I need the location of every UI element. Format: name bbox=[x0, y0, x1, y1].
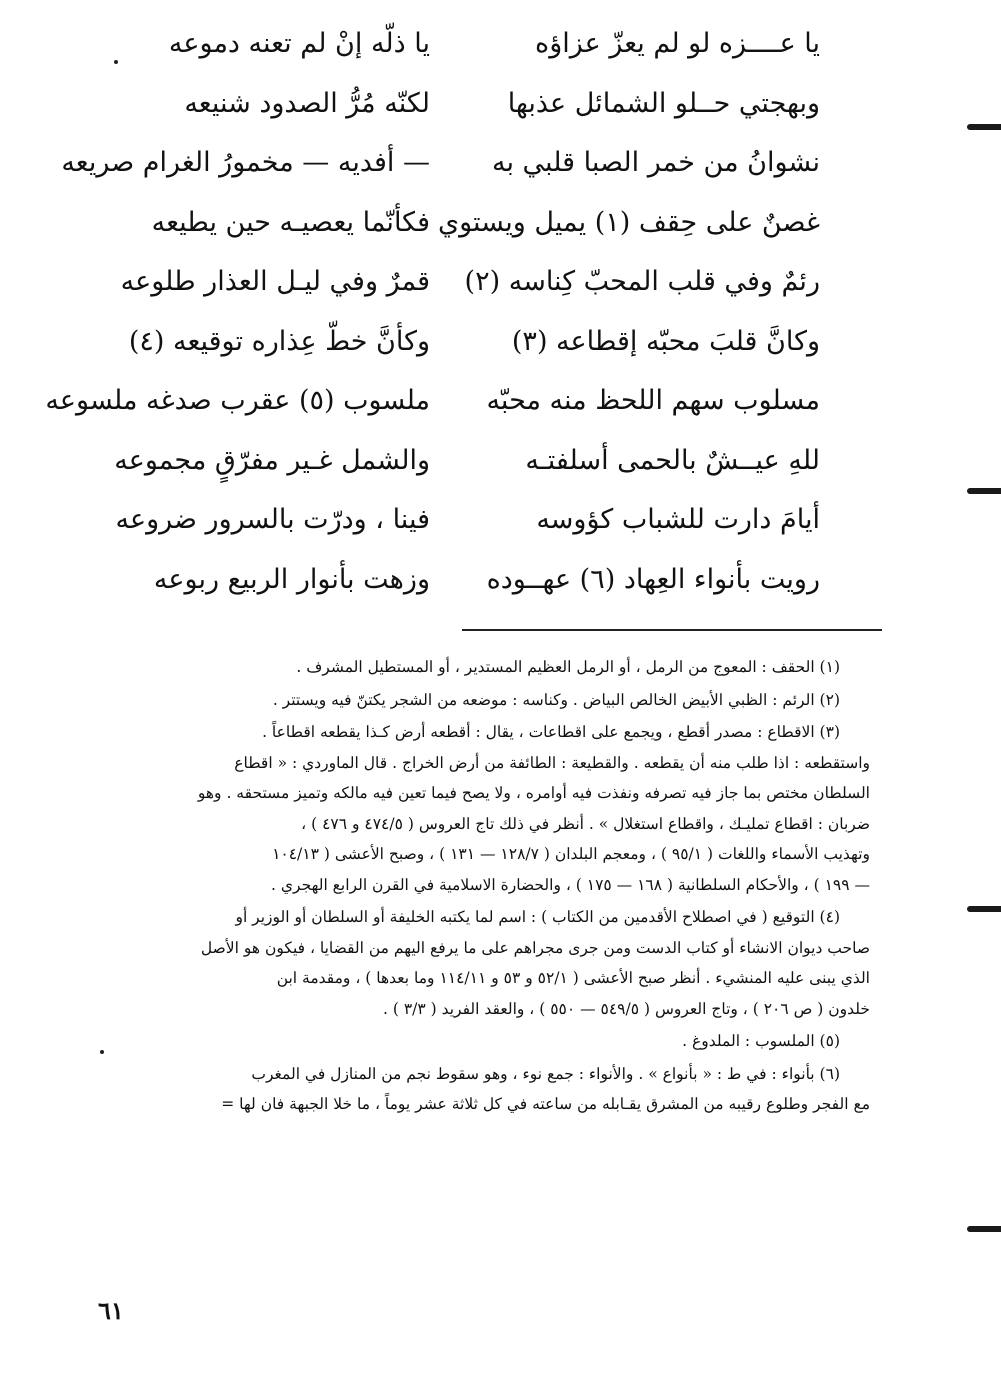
footnote bbox=[100, 717, 870, 900]
verse-second-hemistich: فينا ، ودرّت بالسرور ضروعه bbox=[115, 504, 430, 536]
verse-first-hemistich: نشوانُ من خمر الصبا قلبي به bbox=[491, 147, 820, 179]
verse-first-hemistich: للهِ عيــشٌ بالحمى أسلفتـه bbox=[525, 444, 820, 476]
footnote-separator bbox=[462, 629, 882, 631]
verse-second-hemistich: — أفديه — مخمورُ الغرام صريعه bbox=[61, 147, 430, 179]
footnote bbox=[100, 685, 870, 716]
verse-first-hemistich: رويت بأنواء العِهاد (٦) عهــوده bbox=[486, 563, 820, 595]
verse-second-hemistich: يا ذلّه إنْ لم تعنه دموعه bbox=[168, 28, 430, 60]
verse bbox=[120, 550, 820, 610]
verse-second-hemistich: لكنّه مُرُّ الصدود شنيعه bbox=[184, 87, 430, 119]
verse-first-hemistich: رئمٌ وفي قلب المحبّ كِناسه (٢) bbox=[464, 266, 820, 298]
footnote-line: خلدون ( ص ٢٠٦ ) ، وتاج العروس ( ٥٤٩/٥ — ٥٥٠ ) ، والعقد الفريد ( ٣/٣ ) . bbox=[382, 999, 870, 1018]
footnotes bbox=[100, 652, 870, 1120]
scan-edge-mark bbox=[967, 1226, 1001, 1232]
footnote-line: مع الفجر وطلوع رقيبه من المشرق يقـابله من ساعته في كل ثلاثة عشر يوماً ، ما خلا الجبهة فان لها = bbox=[221, 1095, 870, 1113]
verse-second-hemistich: وكأنَّ خطّ عِذاره توقيعه (٤) bbox=[128, 325, 430, 357]
footnote-line: (٣) الاقطاع : مصدر أقطع ، ويجمع على اقطاعات ، يقال : أقطعه أرض كـذا يقطعه اقطاعاً . bbox=[262, 723, 840, 741]
verse-second-hemistich: قمرٌ وفي ليـل العذار طلوعه bbox=[120, 266, 430, 298]
verse-second-hemistich: وزهت بأنوار الربيع ربوعه bbox=[153, 563, 430, 595]
verse-second-hemistich: فكأنّما يعصيـه حين يطيعه bbox=[151, 206, 430, 238]
verse-second-hemistich: والشمل غـير مفرّقٍ مجموعه bbox=[114, 444, 430, 476]
verse bbox=[61, 133, 820, 193]
footnote-line: ضربان : اقطاع تمليـك ، واقطاع استغلال » . أنظر في ذلك تاج العروس ( ٤٧٤/٥ و ٤٧٦ ) ، bbox=[301, 814, 870, 833]
verse bbox=[45, 371, 820, 431]
verse bbox=[115, 490, 820, 550]
footnote-line: وتهذيب الأسماء واللغات ( ٩٥/١ ) ، ومعجم البلدان ( ١٢٨/٧ — ١٣١ ) ، وصبح الأعشى ( ١٠٤/١٣ bbox=[272, 845, 870, 863]
footnote-line: السلطان مختص بما جاز فيه تصرفه ونفذت فيه أوامره ، ولا يصح فيما تعين فيه مالكه وتميز مستحقه . وهو bbox=[197, 784, 870, 802]
verse bbox=[120, 312, 820, 372]
footnote-line: صاحب ديوان الانشاء أو كتاب الدست ومن جرى مجراهم على ما يرفع اليهم من القضايا ، فيكون هو الأصل bbox=[200, 938, 870, 957]
scan-speck bbox=[100, 1050, 104, 1054]
footnote-line: (٢) الرئم : الظبي الأبيض الخالص البياض . وكناسه : موضعه من الشجر يكتنّ فيه ويستتر . bbox=[272, 690, 840, 709]
verse bbox=[120, 74, 820, 134]
verse-first-hemistich: أيامَ دارت للشباب كؤوسه bbox=[536, 504, 820, 536]
verse bbox=[120, 14, 820, 74]
verse-first-hemistich: وكانَّ قلبَ محبّه إقطاعه (٣) bbox=[511, 325, 820, 357]
scan-speck bbox=[114, 60, 118, 64]
verse bbox=[114, 431, 820, 491]
footnote bbox=[100, 1059, 870, 1120]
scan-edge-mark bbox=[967, 488, 1001, 494]
footnote bbox=[100, 652, 870, 683]
verse-first-hemistich: وبهجتي حــلو الشمائل عذبها bbox=[507, 87, 820, 119]
footnote bbox=[100, 1026, 870, 1057]
footnote-line: — ١٩٩ ) ، والأحكام السلطانية ( ١٦٨ — ١٧٥ ) ، والحضارة الاسلامية في القرن الرابع الهجري . bbox=[271, 875, 870, 894]
footnote-line: (١) الحقف : المعوج من الرمل ، أو الرمل العظيم المستدير ، أو المستطيل المشرف . bbox=[296, 658, 840, 676]
verse-first-hemistich: مسلوب سهم اللحظ منه محبّه bbox=[486, 385, 820, 417]
verse bbox=[120, 193, 820, 253]
footnote-line: الذي يبنى عليه المنشيء . أنظر صبح الأعشى ( ٥٢/١ و ٥٣ و ١١٤/١١ وما بعدها ) ، ومقدمة ابن bbox=[276, 969, 870, 987]
footnote bbox=[100, 902, 870, 1024]
footnote-line: (٦) بأنواء : في ط : « بأنواع » . والأنواء : جمع نوء ، وهو سقوط نجم من المنازل في المغرب bbox=[251, 1064, 840, 1083]
footnote-line: (٥) الملسوب : الملدوغ . bbox=[682, 1032, 840, 1050]
page-number: ٦١ bbox=[98, 1296, 124, 1325]
verse-second-hemistich: ملسوب (٥) عقرب صدغه ملسوعه bbox=[45, 385, 430, 417]
verse bbox=[120, 252, 820, 312]
footnote-line: واستقطعه : اذا طلب منه أن يقطعه . والقطيعة : الطائفة من أرض الخراج . قال الماوردي : « اقطاع bbox=[234, 753, 870, 772]
verse-first-hemistich: يا عــــزه لو لم يعزّ عزاؤه bbox=[535, 28, 820, 60]
verse-first-hemistich: غصنٌ على حِقف (١) يميل ويستوي bbox=[437, 206, 820, 238]
footnote-line: (٤) التوقيع ( في اصطلاح الأقدمين من الكتاب ) : اسم لما يكتبه الخليفة أو السلطان أو الوزير أو bbox=[235, 908, 840, 926]
poem bbox=[45, 14, 820, 609]
scan-edge-mark bbox=[967, 906, 1001, 912]
scan-edge-mark bbox=[967, 124, 1001, 130]
